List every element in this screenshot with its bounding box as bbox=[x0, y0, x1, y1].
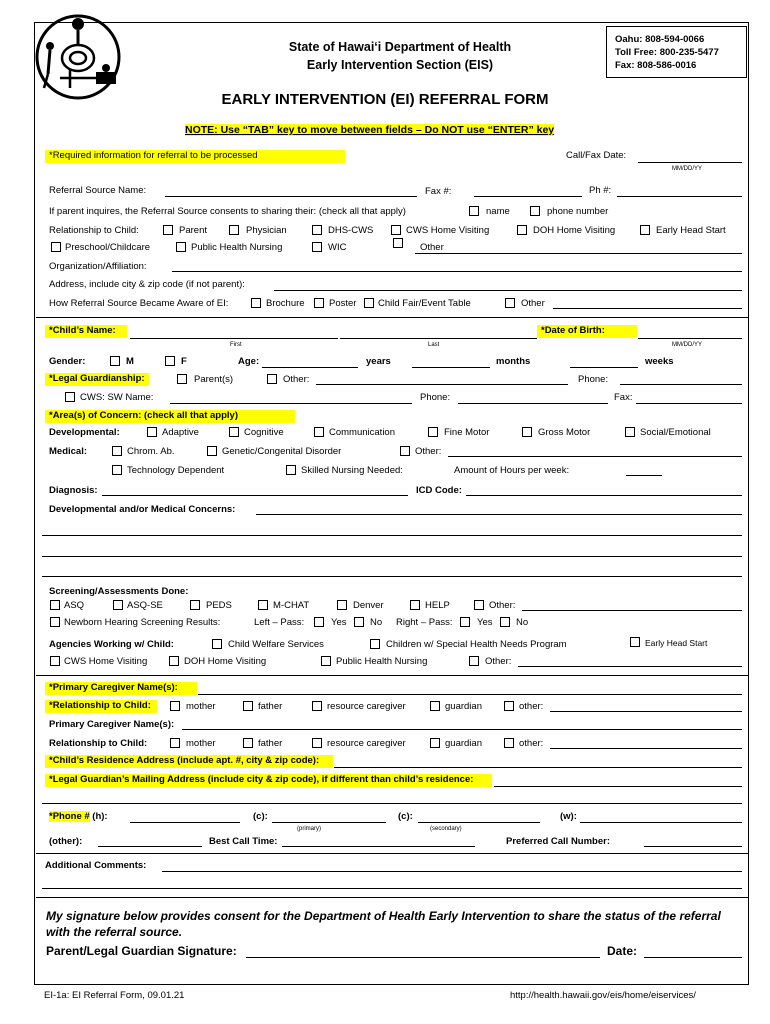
dev-grossmotor-label: Gross Motor bbox=[538, 427, 591, 438]
dev-cognitive-label: Cognitive bbox=[244, 427, 284, 438]
gender-f-checkbox[interactable] bbox=[165, 356, 175, 366]
guardianship-other-checkbox[interactable] bbox=[267, 374, 277, 384]
left-yes-label: Yes bbox=[331, 617, 347, 628]
fax-label: Fax #: bbox=[425, 186, 452, 197]
signature-date-label: Date: bbox=[607, 944, 638, 958]
rel-doh-hv-label: DOH Home Visiting bbox=[533, 225, 616, 236]
guardianship-phone-field[interactable] bbox=[620, 384, 742, 385]
dev-adaptive-label: Adaptive bbox=[162, 427, 199, 438]
agency-cshnp-checkbox[interactable] bbox=[370, 639, 380, 649]
phone-other-field[interactable] bbox=[98, 846, 202, 847]
concerns-field-1[interactable] bbox=[256, 514, 742, 515]
med-genetic-checkbox[interactable] bbox=[207, 446, 217, 456]
crel-father-checkbox[interactable] bbox=[243, 701, 253, 711]
cws-sw-label: CWS: SW Name: bbox=[80, 392, 154, 403]
dob-format-hint: MM/DD/YY bbox=[672, 342, 702, 348]
dob-field[interactable] bbox=[638, 338, 742, 339]
scr-asqse-checkbox[interactable] bbox=[113, 600, 123, 610]
scr-asq-checkbox[interactable] bbox=[50, 600, 60, 610]
diagnosis-field[interactable] bbox=[102, 495, 408, 496]
consent-phone-label: phone number bbox=[547, 206, 609, 217]
aware-brochure-checkbox[interactable] bbox=[251, 298, 261, 308]
crel2-mother-checkbox[interactable] bbox=[170, 738, 180, 748]
primary-caregiver-req-label: *Primary Caregiver Name(s): bbox=[45, 682, 197, 695]
crel-other-checkbox[interactable] bbox=[504, 701, 514, 711]
gender-f-label: F bbox=[181, 356, 187, 367]
right-yes-checkbox[interactable] bbox=[460, 617, 470, 627]
weeks-label: weeks bbox=[645, 356, 674, 367]
residence-field[interactable] bbox=[334, 767, 742, 768]
rel-physician-label: Physician bbox=[246, 225, 287, 236]
age-years-field[interactable] bbox=[262, 367, 358, 368]
required-note: *Required information for referral to be processed bbox=[45, 150, 345, 163]
preferred-label: Preferred Call Number: bbox=[506, 836, 611, 847]
rel-physician-checkbox[interactable] bbox=[229, 225, 239, 235]
guardianship-phone-label: Phone: bbox=[578, 374, 609, 385]
crel-guardian-checkbox[interactable] bbox=[430, 701, 440, 711]
left-no-label: No bbox=[370, 617, 383, 628]
consent-name-label: name bbox=[486, 206, 510, 217]
scr-denver-checkbox[interactable] bbox=[337, 600, 347, 610]
scr-help-label: HELP bbox=[425, 600, 450, 611]
footer-url[interactable]: http://health.hawaii.gov/eis/home/eiservices/ bbox=[510, 990, 696, 1001]
cws-phone-field[interactable] bbox=[458, 403, 608, 404]
primary-caregiver-field[interactable] bbox=[182, 729, 742, 730]
preferred-field[interactable] bbox=[644, 846, 742, 847]
consent-name-checkbox[interactable] bbox=[469, 206, 479, 216]
gender-label: Gender: bbox=[49, 356, 86, 367]
dev-cognitive-checkbox[interactable] bbox=[229, 427, 239, 437]
rel-phn-checkbox[interactable] bbox=[176, 242, 186, 252]
crel2-resource-label: resource caregiver bbox=[327, 738, 406, 749]
ph-field[interactable] bbox=[617, 196, 742, 197]
left-pass-label: Left – Pass: bbox=[254, 617, 305, 628]
scr-asq-label: ASQ bbox=[64, 600, 85, 611]
phone-h-field[interactable] bbox=[130, 822, 240, 823]
hours-label: Amount of Hours per week: bbox=[454, 465, 570, 476]
agency-cws-checkbox[interactable] bbox=[212, 639, 222, 649]
mailing-field-1[interactable] bbox=[494, 786, 742, 787]
rel-wic-label: WIC bbox=[328, 242, 347, 253]
comments-field-1[interactable] bbox=[162, 871, 742, 872]
agency-dohhv-checkbox[interactable] bbox=[169, 656, 179, 666]
newborn-checkbox[interactable] bbox=[50, 617, 60, 627]
concerns-label: Developmental and/or Medical Concerns: bbox=[49, 504, 236, 515]
address-label-text: Address, include city & zip code bbox=[49, 279, 184, 290]
agency-other-checkbox[interactable] bbox=[469, 656, 479, 666]
skilled-nursing-label: Skilled Nursing Needed: bbox=[301, 465, 403, 476]
address-field[interactable] bbox=[274, 290, 742, 291]
aware-poster-label: Poster bbox=[329, 298, 357, 309]
callfax-date-label: Call/Fax Date: bbox=[566, 150, 627, 161]
relationship2-label: Relationship to Child: bbox=[49, 738, 148, 749]
tech-dependent-label: Technology Dependent bbox=[127, 465, 225, 476]
section-divider-1 bbox=[36, 317, 748, 318]
months-label: months bbox=[496, 356, 531, 367]
organization-field[interactable] bbox=[172, 271, 742, 272]
relationship-label: Relationship to Child: bbox=[49, 225, 139, 236]
referral-source-label: Referral Source Name: bbox=[49, 185, 147, 196]
phone-w-label: (w): bbox=[560, 811, 577, 822]
dev-communication-checkbox[interactable] bbox=[314, 427, 324, 437]
rel-parent-label: Parent bbox=[179, 225, 207, 236]
phone-w-field[interactable] bbox=[580, 822, 742, 823]
rel-other-label: Other bbox=[420, 242, 444, 253]
organization-label: Organization/Affiliation: bbox=[49, 261, 147, 272]
rel-phn-label: Public Health Nursing bbox=[191, 242, 283, 253]
phone-c-label: (c): bbox=[253, 811, 268, 822]
aware-fair-label: Child Fair/Event Table bbox=[378, 298, 471, 309]
hours-field[interactable] bbox=[626, 475, 662, 476]
child-name-label: *Child’s Name: bbox=[45, 325, 127, 338]
dev-finemotor-label: Fine Motor bbox=[444, 427, 490, 438]
dev-adaptive-checkbox[interactable] bbox=[147, 427, 157, 437]
scr-other-checkbox[interactable] bbox=[474, 600, 484, 610]
rel-wic-checkbox[interactable] bbox=[312, 242, 322, 252]
agency-ehs-label: Early Head Start bbox=[645, 638, 708, 648]
concern-title: *Area(s) of Concern: (check all that apply) bbox=[45, 410, 295, 423]
crel2-other-label: other: bbox=[519, 738, 544, 749]
agency-dohhv-label: DOH Home Visiting bbox=[184, 656, 267, 667]
residence-label: *Child’s Residence Address (include apt. #, city & zip code): bbox=[45, 755, 333, 768]
dev-social-label: Social/Emotional bbox=[640, 427, 711, 438]
comments-label: Additional Comments: bbox=[45, 860, 147, 871]
mailing-field-2[interactable] bbox=[42, 803, 742, 804]
newborn-label: Newborn Hearing Screening Results: bbox=[64, 617, 221, 628]
crel-other-field[interactable] bbox=[550, 711, 742, 712]
ph-label: Ph #: bbox=[589, 185, 612, 196]
agency-other-field[interactable] bbox=[518, 666, 742, 667]
aware-brochure-label: Brochure bbox=[266, 298, 305, 309]
crel-mother-label: mother bbox=[186, 701, 216, 712]
consent-line: If parent inquires, the Referral Source consents to sharing their: (check all that apply) bbox=[49, 206, 406, 217]
rel-parent-checkbox[interactable] bbox=[163, 225, 173, 235]
gender-m-label: M bbox=[126, 356, 134, 367]
agency-cwshv-label: CWS Home Visiting bbox=[64, 656, 148, 667]
aware-fair-checkbox[interactable] bbox=[364, 298, 374, 308]
form-title: EARLY INTERVENTION (EI) REFERRAL FORM bbox=[221, 91, 549, 108]
cws-fax-field[interactable] bbox=[636, 403, 742, 404]
dob-label: *Date of Birth: bbox=[537, 325, 637, 338]
rel-ehs-checkbox[interactable] bbox=[640, 225, 650, 235]
med-other-checkbox[interactable] bbox=[400, 446, 410, 456]
phone-other-label: (other): bbox=[49, 836, 83, 847]
aware-label: How Referral Source Became Aware of EI: bbox=[49, 298, 229, 309]
signature-label: Parent/Legal Guardian Signature: bbox=[46, 944, 237, 958]
years-label: years bbox=[366, 356, 391, 367]
consent-phone-checkbox[interactable] bbox=[530, 206, 540, 216]
scr-peds-label: PEDS bbox=[206, 600, 232, 611]
section-divider-4 bbox=[36, 897, 748, 898]
med-other-field[interactable] bbox=[448, 456, 742, 457]
primary-caregiver-req-field[interactable] bbox=[198, 694, 742, 695]
primary-tag: (primary) bbox=[297, 826, 321, 832]
crel2-father-label: father bbox=[258, 738, 283, 749]
scr-asqse-label: ASQ-SE bbox=[127, 600, 163, 611]
medical-label: Medical: bbox=[49, 446, 88, 457]
scr-peds-checkbox[interactable] bbox=[190, 600, 200, 610]
scr-other-field[interactable] bbox=[522, 610, 742, 611]
icd-field[interactable] bbox=[466, 495, 742, 496]
rel-doh-hv-checkbox[interactable] bbox=[517, 225, 527, 235]
signature-field[interactable] bbox=[246, 957, 600, 958]
concerns-field-2[interactable] bbox=[42, 535, 742, 536]
aware-poster-checkbox[interactable] bbox=[314, 298, 324, 308]
crel-mother-checkbox[interactable] bbox=[170, 701, 180, 711]
scr-help-checkbox[interactable] bbox=[410, 600, 420, 610]
dept-line-2: Early Intervention Section (EIS) bbox=[306, 58, 494, 72]
agency-cwshv-checkbox[interactable] bbox=[50, 656, 60, 666]
guardianship-label: *Legal Guardianship: bbox=[45, 373, 149, 386]
agency-phn-label: Public Health Nursing bbox=[336, 656, 428, 667]
rel-other-checkbox[interactable] bbox=[393, 238, 403, 248]
guardianship-other-label: Other: bbox=[283, 374, 310, 385]
agency-other-label: Other: bbox=[485, 656, 512, 667]
crel-resource-label: resource caregiver bbox=[327, 701, 406, 712]
child-last-name-field[interactable] bbox=[340, 338, 537, 339]
rel-cws-hv-checkbox[interactable] bbox=[391, 225, 401, 235]
dev-communication-label: Communication bbox=[329, 427, 395, 438]
consent-statement: My signature below provides consent for the Department of Health Early Intervention to share the status of the referral with the referral source. bbox=[46, 909, 721, 939]
agency-cws-label: Child Welfare Services bbox=[228, 639, 324, 650]
comments-field-2[interactable] bbox=[42, 888, 742, 889]
rel-ehs-label: Early Head Start bbox=[656, 225, 726, 236]
concerns-field-4[interactable] bbox=[42, 576, 742, 577]
rel-preschool-label: Preschool/Childcare bbox=[65, 242, 151, 253]
best-time-field[interactable] bbox=[282, 846, 475, 847]
crel-guardian-label: guardian bbox=[445, 701, 482, 712]
primary-caregiver-label: Primary Caregiver Name(s): bbox=[49, 719, 175, 730]
phone-h-label: (h): bbox=[92, 811, 108, 822]
crel2-other-checkbox[interactable] bbox=[504, 738, 514, 748]
rel-other-field[interactable] bbox=[415, 253, 742, 254]
section-divider-2 bbox=[36, 675, 748, 676]
right-no-label: No bbox=[516, 617, 529, 628]
callfax-date-field[interactable] bbox=[638, 162, 742, 163]
rel-cws-hv-label: CWS Home Visiting bbox=[406, 225, 490, 236]
agency-phn-checkbox[interactable] bbox=[321, 656, 331, 666]
left-yes-checkbox[interactable] bbox=[314, 617, 324, 627]
child-first-name-field[interactable] bbox=[130, 338, 338, 339]
tech-dependent-checkbox[interactable] bbox=[112, 465, 122, 475]
right-yes-label: Yes bbox=[477, 617, 493, 628]
phone-c-primary-field[interactable] bbox=[272, 822, 386, 823]
rel-dhscws-label: DHS-CWS bbox=[328, 225, 374, 236]
crel2-other-field[interactable] bbox=[550, 748, 742, 749]
best-time-label: Best Call Time: bbox=[209, 836, 278, 847]
guardianship-parents-checkbox[interactable] bbox=[177, 374, 187, 384]
skilled-nursing-checkbox[interactable] bbox=[286, 465, 296, 475]
cws-fax-label: Fax: bbox=[614, 392, 633, 403]
crel2-guardian-label: guardian bbox=[445, 738, 482, 749]
scr-mchat-checkbox[interactable] bbox=[258, 600, 268, 610]
fax-number: Fax: 808-586-0016 bbox=[615, 60, 697, 71]
referral-source-field[interactable] bbox=[165, 196, 417, 197]
icd-label: ICD Code: bbox=[416, 485, 462, 496]
dev-grossmotor-checkbox[interactable] bbox=[522, 427, 532, 437]
developmental-label: Developmental: bbox=[49, 427, 120, 438]
dev-social-checkbox[interactable] bbox=[625, 427, 635, 437]
gender-m-checkbox[interactable] bbox=[110, 356, 120, 366]
crel2-mother-label: mother bbox=[186, 738, 216, 749]
med-other-label: Other: bbox=[415, 446, 442, 457]
med-chrom-label: Chrom. Ab. bbox=[127, 446, 175, 457]
dept-line-1: State of Hawai‘i Department of Health bbox=[288, 40, 512, 54]
scr-other-label: Other: bbox=[489, 600, 516, 611]
crel-resource-checkbox[interactable] bbox=[312, 701, 322, 711]
aware-other-label: Other bbox=[521, 298, 545, 309]
section-divider-3 bbox=[36, 853, 748, 854]
date-format-hint: MM/DD/YY bbox=[672, 166, 702, 172]
phone-c2-label: (c): bbox=[398, 811, 413, 822]
crel-father-label: father bbox=[258, 701, 283, 712]
signature-date-field[interactable] bbox=[644, 957, 742, 958]
dev-finemotor-checkbox[interactable] bbox=[428, 427, 438, 437]
first-hint: First bbox=[230, 342, 242, 348]
tollfree-phone: Toll Free: 800-235-5477 bbox=[615, 47, 719, 58]
last-hint: Last bbox=[428, 342, 440, 348]
phone-row-label bbox=[45, 811, 108, 824]
address-note: (if not parent): bbox=[185, 279, 245, 290]
guardianship-parents-label: Parent(s) bbox=[194, 374, 234, 385]
crel2-father-checkbox[interactable] bbox=[243, 738, 253, 748]
rel-preschool-checkbox[interactable] bbox=[51, 242, 61, 252]
age-months-field[interactable] bbox=[412, 367, 490, 368]
fax-field[interactable] bbox=[474, 196, 582, 197]
aware-other-checkbox[interactable] bbox=[505, 298, 515, 308]
oahu-phone: Oahu: 808-594-0066 bbox=[615, 34, 705, 45]
diagnosis-label: Diagnosis: bbox=[49, 485, 98, 496]
left-no-checkbox[interactable] bbox=[354, 617, 364, 627]
screening-title: Screening/Assessments Done: bbox=[49, 586, 189, 597]
cws-checkbox[interactable] bbox=[65, 392, 75, 402]
secondary-tag: (secondary) bbox=[430, 826, 462, 832]
agencies-label: Agencies Working w/ Child: bbox=[49, 639, 174, 650]
aware-other-field[interactable] bbox=[553, 308, 742, 309]
phone-c-secondary-field[interactable] bbox=[418, 822, 540, 823]
guardianship-other-field[interactable] bbox=[316, 384, 568, 385]
crel2-resource-checkbox[interactable] bbox=[312, 738, 322, 748]
age-weeks-field[interactable] bbox=[570, 367, 638, 368]
mailing-label: *Legal Guardian’s Mailing Address (include city & zip code), if different than child’s residence: bbox=[45, 774, 492, 787]
rel-dhscws-checkbox[interactable] bbox=[312, 225, 322, 235]
agency-cshnp-label: Children w/ Special Health Needs Program bbox=[386, 639, 567, 650]
right-pass-label: Right – Pass: bbox=[396, 617, 453, 628]
scr-denver-label: Denver bbox=[353, 600, 384, 611]
phone-label: *Phone # bbox=[49, 811, 90, 822]
concerns-field-3[interactable] bbox=[42, 556, 742, 557]
med-chrom-checkbox[interactable] bbox=[112, 446, 122, 456]
right-no-checkbox[interactable] bbox=[500, 617, 510, 627]
crel2-guardian-checkbox[interactable] bbox=[430, 738, 440, 748]
tab-note: NOTE: Use “TAB” key to move between fields – Do NOT use “ENTER” key bbox=[185, 124, 555, 136]
cws-sw-field[interactable] bbox=[170, 403, 412, 404]
age-label: Age: bbox=[238, 356, 260, 367]
address-label bbox=[49, 279, 245, 290]
scr-mchat-label: M-CHAT bbox=[273, 600, 310, 611]
crel-other-label: other: bbox=[519, 701, 544, 712]
relationship-req-label: *Relationship to Child: bbox=[45, 700, 157, 713]
agency-ehs-checkbox[interactable] bbox=[630, 637, 640, 647]
footer-form-id: EI-1a: EI Referral Form, 09.01.21 bbox=[44, 990, 185, 1001]
cws-phone-label: Phone: bbox=[420, 392, 451, 403]
med-genetic-label: Genetic/Congenital Disorder bbox=[222, 446, 342, 457]
